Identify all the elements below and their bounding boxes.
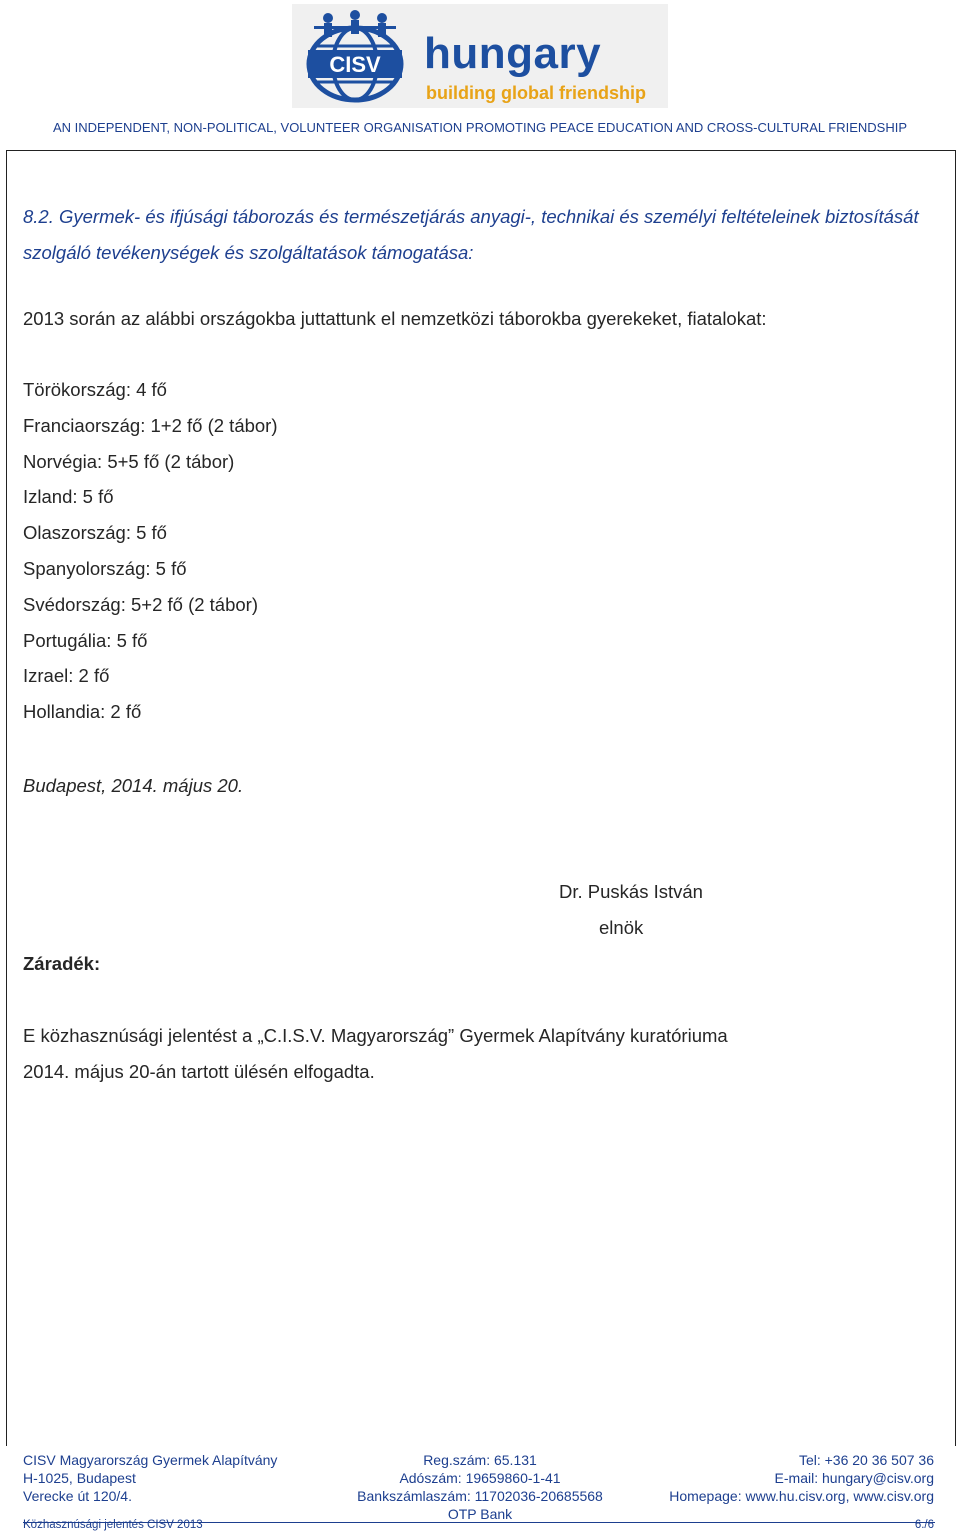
list-item: Spanyolország: 5 fő [23, 557, 187, 579]
list-item: Franciaország: 1+2 fő (2 tábor) [23, 414, 278, 436]
footer-tax-number: Adószám: 19659860-1-41 [399, 1470, 561, 1486]
logo-tagline: building global friendship [426, 83, 646, 103]
list-item: Norvégia: 5+5 fő (2 tábor) [23, 450, 235, 472]
logo-name: hungary [424, 29, 602, 78]
intro-text: 2013 során az alábbi országokba juttattunk el nemzetközi táborokba gyerekeket, fiatalokat: [23, 308, 767, 329]
list-item: Olaszország: 5 fő [23, 522, 167, 544]
logo-brand-text: CISV [329, 52, 381, 77]
globe-with-children-icon [296, 8, 414, 104]
list-item: Hollandia: 2 fő [23, 701, 142, 723]
footer-phone: Tel: +36 20 36 507 36 [798, 1452, 934, 1468]
list-item: Izrael: 2 fő [23, 665, 110, 687]
footer-reg-number: Reg.szám: 65.131 [423, 1452, 537, 1468]
cisv-hungary-logo [292, 4, 668, 108]
signer-name: Dr. Puskás István [559, 881, 703, 902]
section-heading: 8.2. Gyermek- és ifjúsági táborozás és természetjárás anyagi-, technikai és személyi feltételeinek biztosítását szolgáló tevékenységek és szolgáltatások támogatása: [23, 206, 919, 263]
footer-bank-account: Bankszámlaszám: 11702036-20685568 [357, 1488, 603, 1504]
date-line: Budapest, 2014. május 20. [23, 775, 244, 796]
org-description: AN INDEPENDENT, NON-POLITICAL, VOLUNTEER ORGANISATION PROMOTING PEACE EDUCATION AND CROSS-CULTURAL FRIENDSHIP [52, 120, 908, 135]
footer-bank-name: OTP Bank [447, 1506, 513, 1522]
footer-email[interactable]: E-mail: hungary@cisv.org [774, 1470, 934, 1486]
signer-title: elnök [599, 917, 644, 938]
footer-address-street: Verecke út 120/4. [23, 1488, 132, 1504]
list-item: Portugália: 5 fő [23, 629, 148, 651]
footer-org-name: CISV Magyarország Gyermek Alapítvány [23, 1452, 278, 1468]
clause-text: E közhasznúsági jelentést a „C.I.S.V. Magyarország” Gyermek Alapítvány kuratóriuma 2014. május 20-án tartott ülésén elfogadta. [23, 1025, 728, 1082]
page-number: 6./6 [914, 1519, 934, 1531]
list-item: Svédország: 5+2 fő (2 tábor) [23, 593, 258, 615]
page-label: Közhasznúsági jelentés CISV 2013 [23, 1519, 203, 1531]
footer-address-city: H-1025, Budapest [23, 1470, 136, 1486]
footer-homepage[interactable]: Homepage: www.hu.cisv.org, www.cisv.org [669, 1488, 934, 1504]
list-item: Izland: 5 fő [23, 486, 114, 508]
list-item: Törökország: 4 fő [23, 379, 167, 400]
clause-label: Záradék: [23, 953, 101, 974]
country-list [23, 372, 278, 730]
